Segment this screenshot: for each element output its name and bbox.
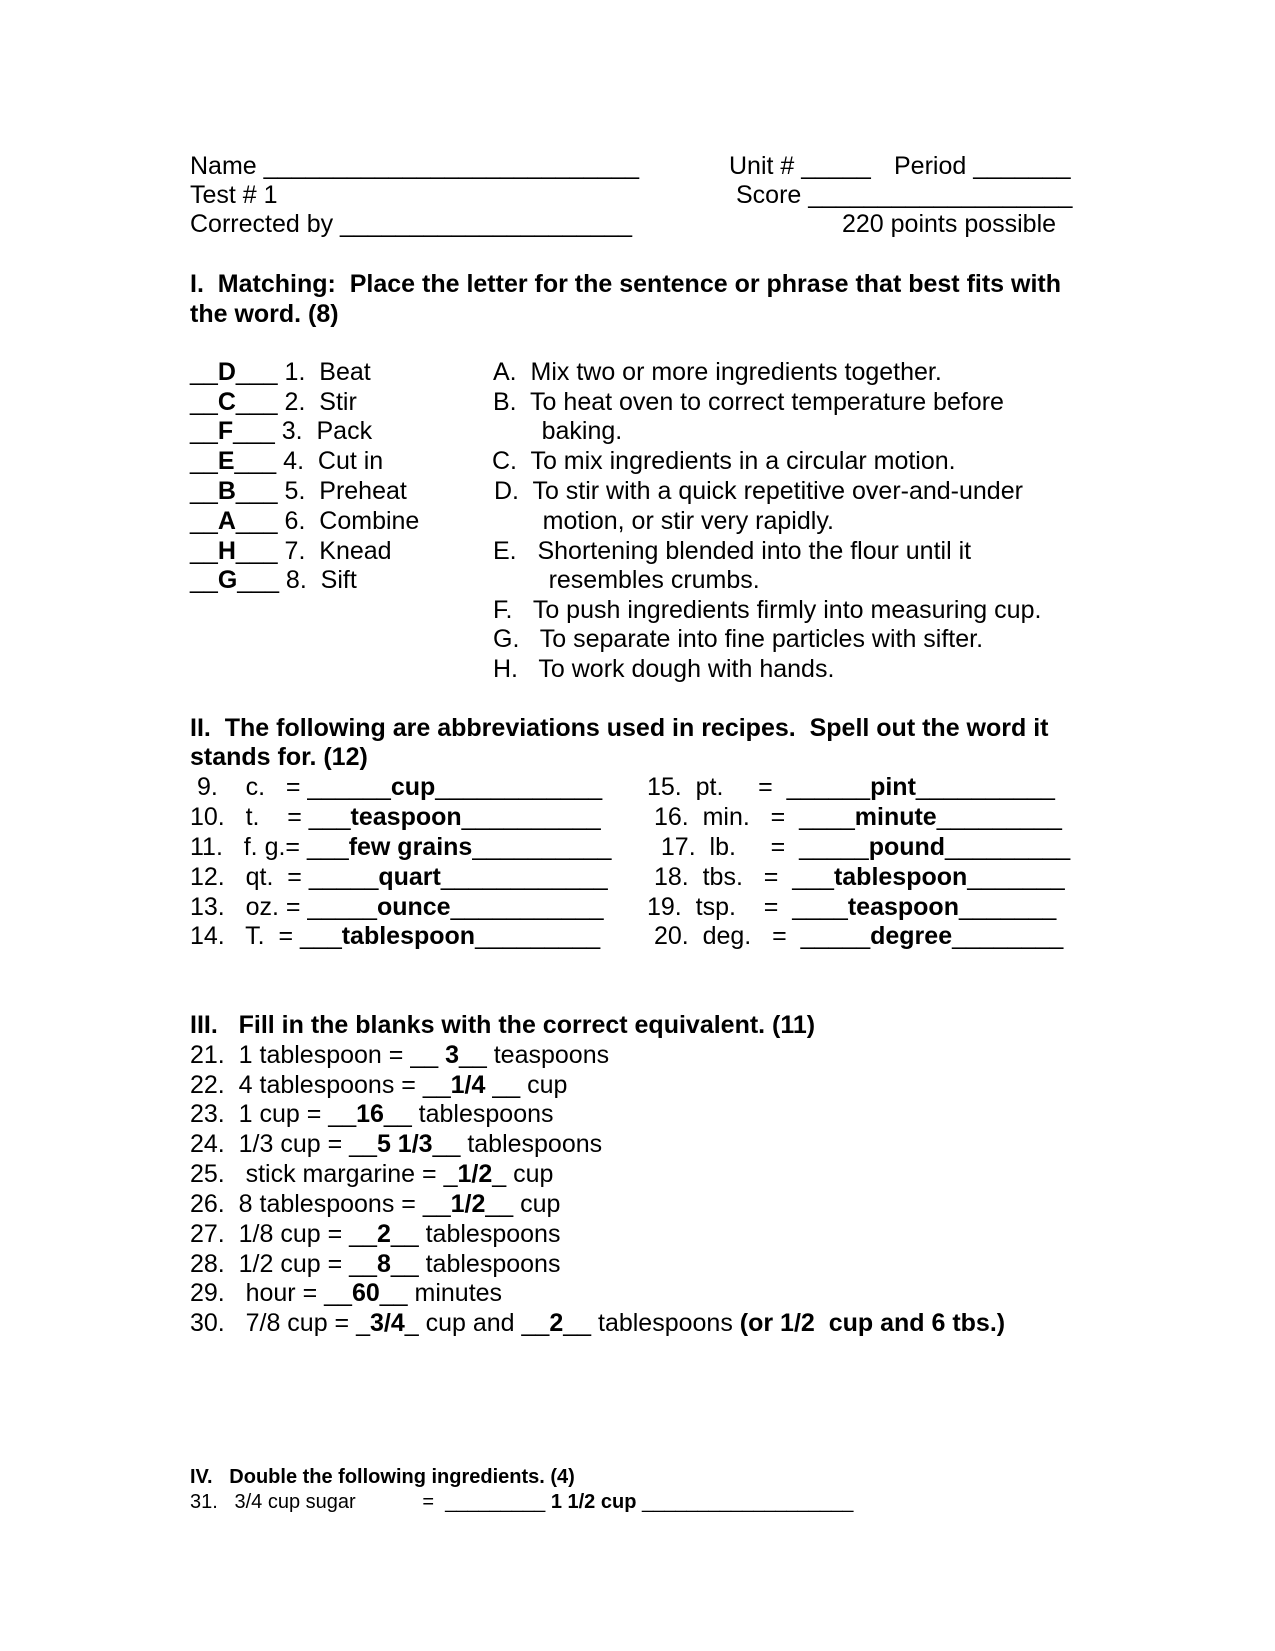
abbrev-row xyxy=(190,863,608,891)
abbrev-answer[interactable]: degree xyxy=(870,922,953,950)
double-label: 31. 3/4 cup sugar = _________ xyxy=(190,1491,551,1513)
blank: __ xyxy=(190,566,218,594)
definition-line: E. Shortening blended into the flour until it xyxy=(493,537,972,565)
blank: __________ xyxy=(915,773,1055,801)
equivalent-label: 28. 1/2 cup = __ xyxy=(190,1250,377,1278)
definition-line: D. To stir with a quick repetitive over-and-under xyxy=(494,477,1023,505)
unit-field[interactable]: Unit # _____ xyxy=(729,152,871,180)
abbrev-row xyxy=(190,833,611,861)
score-field[interactable]: Score ___________________ xyxy=(736,181,1073,209)
definition-line: resembles crumbs. xyxy=(493,566,760,594)
abbrev-row xyxy=(190,893,604,921)
abbrev-row xyxy=(647,803,1062,831)
matching-item xyxy=(190,358,371,386)
blank: ___ xyxy=(237,566,279,594)
equivalent-unit: __ minutes xyxy=(379,1279,503,1307)
equivalent-note: (or 1/2 cup and 6 tbs.) xyxy=(739,1309,1006,1337)
matching-term: 7. Knead xyxy=(277,537,392,565)
abbrev-answer[interactable]: few grains xyxy=(348,833,473,861)
definition-line: motion, or stir very rapidly. xyxy=(494,507,834,535)
blank: __________ xyxy=(461,803,601,831)
abbrev-answer[interactable]: quart xyxy=(378,863,441,891)
equivalent-label: 30. 7/8 cup = _ xyxy=(190,1309,370,1337)
matching-term: 2. Stir xyxy=(277,388,357,416)
blank: ___ xyxy=(235,358,278,386)
definition-line: baking. xyxy=(493,417,623,445)
blank: ________ xyxy=(952,922,1064,950)
blank: __ xyxy=(190,417,218,445)
equivalent-row xyxy=(190,1309,1005,1337)
definition-line: G. To separate into fine particles with sifter. xyxy=(493,625,984,653)
blank: _________ xyxy=(945,833,1071,861)
matching-item xyxy=(190,447,383,475)
abbrev-answer[interactable]: ounce xyxy=(376,893,451,921)
matching-term: 4. Cut in xyxy=(276,447,384,475)
abbrev-label: 11. f. g.= ___ xyxy=(190,833,349,861)
matching-term: 5. Preheat xyxy=(277,477,407,505)
abbrev-label: 15. pt. = ______ xyxy=(647,773,871,801)
equivalent-label: 24. 1/3 cup = __ xyxy=(190,1130,377,1158)
definition-line: A. Mix two or more ingredients together. xyxy=(493,358,942,386)
abbrev-answer[interactable]: minute xyxy=(854,803,937,831)
blank: __ xyxy=(190,507,218,535)
abbrev-row xyxy=(190,922,600,950)
equivalent-row xyxy=(190,1130,602,1158)
blank: ___ xyxy=(235,477,278,505)
abbrev-answer[interactable]: pint xyxy=(870,773,916,801)
matching-answer[interactable]: A xyxy=(217,507,236,535)
equivalent-label: 23. 1 cup = __ xyxy=(190,1100,357,1128)
blank: ___ xyxy=(234,447,277,475)
matching-answer[interactable]: G xyxy=(217,566,238,594)
equivalent-label: 29. hour = __ xyxy=(190,1279,352,1307)
abbrev-answer[interactable]: pound xyxy=(868,833,946,861)
double-answer[interactable]: 1 1/2 cup xyxy=(550,1491,637,1513)
equivalent-unit: __ tablespoons xyxy=(390,1220,561,1248)
matching-item xyxy=(190,507,419,535)
blank: ____________ xyxy=(440,863,608,891)
name-field[interactable]: Name ___________________________ xyxy=(190,152,640,180)
equivalent-answer[interactable]: 1/2 xyxy=(450,1190,486,1218)
equivalent-row xyxy=(190,1100,554,1128)
corrected-by-field[interactable]: Corrected by _____________________ xyxy=(190,210,633,238)
abbrev-row xyxy=(647,893,1056,921)
equivalent-answer[interactable]: 5 1/3 xyxy=(376,1130,433,1158)
equivalent-unit: _ cup and __ xyxy=(404,1309,550,1337)
section4-title: IV. Double the following ingredients. (4) xyxy=(190,1466,575,1488)
blank: _______ xyxy=(958,893,1057,921)
abbrev-answer[interactable]: cup xyxy=(390,773,436,801)
equivalent-label: 22. 4 tablespoons = __ xyxy=(190,1071,451,1099)
abbrev-row xyxy=(190,773,602,801)
equivalent-unit: __ tablespoons xyxy=(563,1309,740,1337)
matching-answer[interactable]: D xyxy=(217,358,236,386)
abbrev-label: 10. t. = ___ xyxy=(190,803,351,831)
equivalent-unit: __ tablespoons xyxy=(390,1250,561,1278)
abbrev-label: 12. qt. = _____ xyxy=(190,863,379,891)
matching-term: 8. Sift xyxy=(278,566,357,594)
points-possible: 220 points possible xyxy=(842,210,1057,238)
equivalent-answer[interactable]: 60 xyxy=(351,1279,380,1307)
period-field[interactable]: Period _______ xyxy=(894,152,1071,180)
equivalent-label: 21. 1 tablespoon = __ xyxy=(190,1041,446,1069)
blank: _________ xyxy=(936,803,1062,831)
equivalent-label: 26. 8 tablespoons = __ xyxy=(190,1190,451,1218)
matching-term: 6. Combine xyxy=(277,507,420,535)
abbrev-label: 9. c. = ______ xyxy=(190,773,391,801)
matching-answer[interactable]: H xyxy=(217,537,236,565)
abbrev-row xyxy=(647,922,1063,950)
equivalent-row xyxy=(190,1190,560,1218)
abbrev-row xyxy=(190,803,601,831)
equivalent-row xyxy=(190,1250,560,1278)
abbrev-label: 16. min. = ____ xyxy=(647,803,855,831)
section1-title: I. Matching: Place the letter for the sentence or phrase that best fits with xyxy=(190,270,1061,298)
equivalent-answer[interactable]: 2 xyxy=(376,1220,391,1248)
definition-line: B. To heat oven to correct temperature before xyxy=(493,388,1004,416)
blank: __ xyxy=(190,447,218,475)
section3-title: III. Fill in the blanks with the correct equivalent. (11) xyxy=(190,1011,816,1039)
equivalent-unit: _ cup xyxy=(492,1160,554,1188)
equivalent-label: 25. stick margarine = _ xyxy=(190,1160,458,1188)
equivalent-unit: __ cup xyxy=(485,1071,568,1099)
abbrev-label: 17. lb. = _____ xyxy=(647,833,869,861)
section2-title-cont: stands for. (12) xyxy=(190,743,368,771)
abbrev-answer[interactable]: teaspoon xyxy=(350,803,462,831)
blank: __________ xyxy=(472,833,612,861)
test-number: Test # 1 xyxy=(190,181,278,209)
blank: __ xyxy=(190,537,218,565)
abbrev-label: 18. tbs. = ___ xyxy=(647,863,834,891)
definition-line: C. To mix ingredients in a circular motion. xyxy=(492,447,956,475)
matching-term: 3. Pack xyxy=(274,417,373,445)
equivalent-unit: __ tablespoons xyxy=(432,1130,603,1158)
equivalent-unit: __ tablespoons xyxy=(383,1100,554,1128)
matching-item xyxy=(190,417,372,445)
equivalent-row xyxy=(190,1160,553,1188)
matching-item xyxy=(190,566,357,594)
matching-item xyxy=(190,388,357,416)
blank: ___ xyxy=(235,537,278,565)
equivalent-row xyxy=(190,1041,609,1069)
matching-item xyxy=(190,537,392,565)
abbrev-label: 13. oz. = _____ xyxy=(190,893,377,921)
definition-line: F. To push ingredients firmly into measuring cup. xyxy=(493,596,1042,624)
abbrev-row xyxy=(647,833,1070,861)
equivalent-answer[interactable]: 3/4 xyxy=(370,1309,405,1337)
equivalent-unit: __ teaspoons xyxy=(458,1041,610,1069)
abbrev-row xyxy=(647,863,1065,891)
blank: ___________ xyxy=(450,893,604,921)
abbrev-label: 19. tsp. = ____ xyxy=(647,893,848,921)
blank: __ xyxy=(190,477,218,505)
equivalent-unit: __ cup xyxy=(485,1190,561,1218)
definition-line: H. To work dough with hands. xyxy=(493,655,835,683)
abbrev-row xyxy=(647,773,1055,801)
blank: ___________________ xyxy=(636,1491,854,1513)
matching-answer[interactable]: F xyxy=(217,417,234,445)
matching-item xyxy=(190,477,407,505)
equivalent-answer[interactable]: 2 xyxy=(549,1309,564,1337)
equivalent-answer[interactable]: 8 xyxy=(376,1250,391,1278)
matching-term: 1. Beat xyxy=(277,358,371,386)
equivalent-answer[interactable]: 1/2 xyxy=(457,1160,493,1188)
abbrev-label: 14. T. = ___ xyxy=(190,922,342,950)
abbrev-answer[interactable]: teaspoon xyxy=(847,893,959,921)
blank: ___ xyxy=(233,417,275,445)
blank: ___ xyxy=(235,388,278,416)
blank: __ xyxy=(190,388,218,416)
double-row xyxy=(190,1491,853,1513)
equivalent-row xyxy=(190,1220,560,1248)
equivalent-answer[interactable]: 3 xyxy=(445,1041,459,1069)
equivalent-answer[interactable]: 1/4 xyxy=(450,1071,486,1099)
matching-answer[interactable]: C xyxy=(217,388,236,416)
section2-title: II. The following are abbreviations used in recipes. Spell out the word it xyxy=(190,714,1049,742)
blank: ___ xyxy=(235,507,278,535)
equivalent-row xyxy=(190,1279,502,1307)
blank: ____________ xyxy=(435,773,603,801)
blank: _______ xyxy=(967,863,1065,891)
blank: __ xyxy=(190,358,218,386)
equivalent-answer[interactable]: 16 xyxy=(356,1100,384,1128)
blank: _________ xyxy=(475,922,601,950)
equivalent-label: 27. 1/8 cup = __ xyxy=(190,1220,377,1248)
equivalent-row xyxy=(190,1071,567,1099)
abbrev-label: 20. deg. = _____ xyxy=(647,922,871,950)
matching-answer[interactable]: B xyxy=(217,477,236,505)
abbrev-answer[interactable]: tablespoon xyxy=(833,863,968,891)
abbrev-answer[interactable]: tablespoon xyxy=(341,922,476,950)
matching-answer[interactable]: E xyxy=(217,447,235,475)
section1-title-cont: the word. (8) xyxy=(190,300,339,328)
